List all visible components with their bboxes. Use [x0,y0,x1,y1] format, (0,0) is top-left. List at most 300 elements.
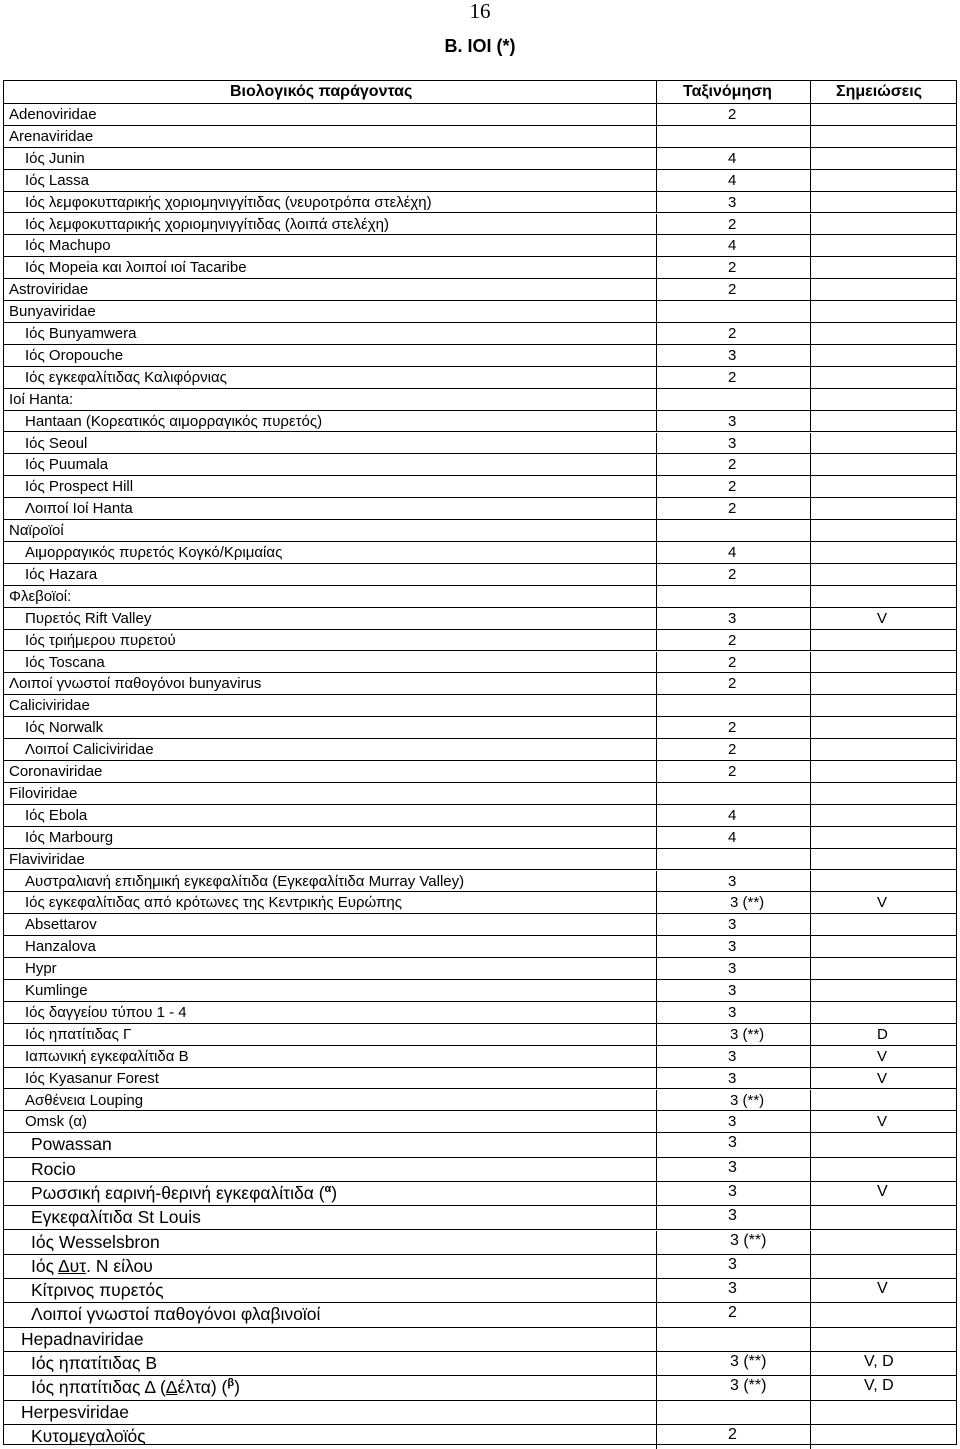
table-row [4,849,956,871]
table-row [4,1376,956,1400]
column-divider [810,214,811,235]
agent-name [31,1232,160,1253]
column-divider [656,739,657,760]
table-row [4,892,956,914]
notes-value: V [877,1113,888,1131]
table-row [4,476,956,498]
column-divider [810,892,811,913]
table-row [4,1279,956,1303]
classification-value: 3 [728,1158,737,1176]
agent-name [25,916,97,933]
agent-name-part: Hantaan (Κορεατικός αιμορραγικός πυρετός) [25,412,323,430]
agent-name [25,654,105,671]
agent-name-part: Ιός Oropouche [25,346,124,364]
column-divider [656,235,657,256]
agent-name-part: Ιός Mopeia και λοιποί ιοί Tacaribe [25,259,247,277]
column-divider [810,1158,811,1181]
classification-value: 3 [728,1207,737,1225]
classification-value: 3 [728,346,737,364]
classification-value: 3 (**) [730,1353,767,1370]
agent-name [25,719,103,736]
classification-value: 2 [728,719,737,737]
table-row [4,1158,956,1182]
column-divider [810,192,811,213]
column-divider [656,1206,657,1229]
classification-value: 2 [728,675,737,693]
classification-value: 3 [728,916,737,934]
column-divider [810,367,811,388]
classification-value: 4 [728,544,737,561]
column-divider [810,520,811,541]
column-divider [810,257,811,278]
column-divider [810,936,811,957]
agent-name-part: Hepadnaviridae [21,1328,144,1349]
table-row [4,1182,956,1206]
agent-name-part: Ιός Hazara [25,565,98,583]
column-divider [810,783,811,804]
column-divider [810,871,811,892]
column-divider [656,323,657,344]
column-divider [656,1002,657,1023]
column-divider [656,564,657,585]
agent-name [25,456,108,473]
column-divider [656,717,657,738]
agent-name [25,1113,87,1130]
agent-name [9,697,90,714]
classification-value: 4 [728,806,737,824]
classification-value: 2 [728,1425,737,1443]
column-divider [656,1158,657,1181]
column-divider [656,279,657,300]
classification-value: 4 [728,149,737,167]
column-divider [656,1090,657,1111]
column-divider [656,257,657,278]
agent-name [9,588,71,605]
column-divider [656,914,657,935]
agent-name-part: Ιός Puumala [25,456,109,474]
table-row [4,345,956,367]
column-divider [810,1279,811,1302]
agent-name-part: Ιός Norwalk [25,719,104,737]
table-row [4,126,956,148]
classification-value: 2 [728,456,737,474]
column-divider [656,498,657,519]
agent-name-part: Flaviviridae [9,850,85,868]
agent-name-part: Λοιποί γνωστοί παθογόνοι bunyavirus [9,675,262,693]
agent-name-part: Ιός λεμφοκυτταρικής χοριομηνιγγίτιδας (νευροτρόπα στελέχη) [25,193,432,211]
agent-name [25,807,87,824]
column-divider [656,542,657,563]
column-divider [656,520,657,541]
column-divider [656,761,657,782]
agent-name [9,763,102,780]
agent-name-part: ) [234,1377,240,1398]
column-divider [656,1255,657,1278]
column-divider [656,1133,657,1156]
table-row [4,586,956,608]
agent-name [25,413,322,430]
notes-value: V [877,894,888,912]
table-row [4,958,956,980]
column-divider [656,433,657,454]
agent-name [25,259,247,276]
column-divider [810,958,811,979]
column-divider [656,783,657,804]
agent-name-part: Ιός Wesselsbron [31,1231,160,1252]
table-row [4,1303,956,1327]
classification-value: 3 [728,1113,737,1131]
table-row [4,871,956,893]
agent-name-part: Absettarov [25,916,97,934]
agent-name [25,172,89,189]
notes-value: V [877,1182,888,1200]
agent-name-part: Πυρετός Rift Valley [25,609,152,627]
column-divider [656,1376,657,1399]
table-row [4,389,956,411]
column-divider [810,827,811,848]
column-divider [656,301,657,322]
table-row [4,301,956,323]
table-row [4,1111,956,1133]
agent-name-part: Ιός λεμφοκυτταρικής χοριομηνιγγίτιδας (λοιπά στελέχη) [25,215,389,233]
classification-value: 3 [728,938,737,956]
column-divider [656,1425,657,1449]
column-divider [810,1182,811,1205]
classification-value: 2 [728,215,737,233]
agent-name-part: Κίτρινος πυρετός [31,1280,164,1301]
agent-name-part: έλτα) ( [177,1377,228,1398]
agent-name [31,1256,153,1277]
agent-name [31,1183,337,1204]
agent-name-part: Ιός Kyasanur Forest [25,1069,159,1087]
column-divider [656,345,657,366]
column-divider [810,652,811,673]
agent-name-part: Ιός Toscana [25,653,105,671]
underlined-text: Δ [165,1377,178,1398]
agent-name-part: Λοιποί γνωστοί παθογόνοι φλαβινοϊοί [31,1304,321,1325]
classification-value: 3 [728,1255,737,1273]
classification-value: 2 [728,1304,737,1322]
classification-value: 2 [728,631,737,649]
column-divider [810,1231,811,1254]
agent-name-part: Ιός ηπατίτιδας Γ [25,1025,132,1043]
agent-name-part: Caliciviridae [9,697,90,715]
agent-name-part: Αυστραλιανή επιδημική εγκεφαλίτιδα (Εγκεφαλίτιδα Murray Valley) [25,872,465,890]
agent-name [9,128,93,145]
column-divider [810,170,811,191]
superscript-note: β [227,1377,235,1390]
column-divider [810,1352,811,1375]
table-row [4,214,956,236]
column-divider [656,389,657,410]
table-row [4,980,956,1002]
column-divider [656,958,657,979]
table-row [4,279,956,301]
column-divider [810,1376,811,1399]
column-divider [810,1090,811,1111]
column-divider [656,652,657,673]
table-row [4,1401,956,1425]
agent-name [25,1048,189,1065]
column-divider [656,1182,657,1205]
agent-name [31,1353,157,1374]
table-row [4,652,956,674]
column-divider [810,498,811,519]
table-row [4,1024,956,1046]
classification-value: 2 [728,368,737,386]
classification-value: 2 [728,565,737,583]
agent-name [31,1426,146,1447]
column-divider [810,673,811,694]
agent-name [25,544,282,561]
table-row [4,542,956,564]
column-divider [656,630,657,651]
notes-value: D [877,1025,888,1043]
agent-name-part: Filoviridae [9,784,78,802]
table-row [4,411,956,433]
table-row [4,914,956,936]
agent-name-part: Ιός [31,1255,58,1276]
agent-name-part: Omsk (α) [25,1113,87,1131]
agent-name-part: Κυτομεγαλοϊός [31,1425,146,1446]
classification-value: 3 [728,434,737,452]
agent-name-part: Ιός εγκεφαλίτιδας Καλιφόρνιας [25,368,227,386]
agent-name [21,1329,144,1350]
column-divider [810,608,811,629]
agent-name [25,347,123,364]
classification-value: 2 [728,500,737,518]
column-divider [656,1401,657,1424]
table-header-row [4,81,956,104]
classification-value: 3 [728,1003,737,1021]
agent-name [9,785,77,802]
column-divider [656,1046,657,1067]
agent-name-part: Εγκεφαλίτιδα St Louis [31,1207,201,1228]
column-divider [810,1206,811,1229]
agent-name [25,194,432,211]
classification-value: 2 [728,741,737,759]
table-row [4,257,956,279]
classification-value: 3 [728,193,737,211]
agent-name-part: Hypr [25,960,57,978]
agent-name [25,894,402,911]
column-divider [656,476,657,497]
agent-name [25,938,96,955]
column-divider [656,1279,657,1302]
column-divider [810,433,811,454]
agent-name [25,1026,131,1043]
column-divider [810,148,811,169]
agent-name [25,741,154,758]
agent-name [9,391,73,408]
classification-value: 2 [728,763,737,780]
classification-value: 4 [728,237,737,255]
classification-value: 3 (**) [730,1377,767,1395]
classification-value: 3 (**) [730,894,765,912]
notes-value: V [877,1047,888,1065]
underlined-text: Δυτ [57,1255,87,1276]
column-divider [656,892,657,913]
agent-name [31,1377,240,1398]
column-divider [656,81,657,103]
table-row [4,1352,956,1376]
agent-name-part: Ασθένεια Louping [25,1091,144,1109]
agent-name-part: Herpesviridae [21,1401,129,1422]
column-divider [656,1111,657,1132]
classification-value: 2 [728,106,737,123]
column-divider [810,81,811,103]
column-divider [810,1046,811,1067]
agent-name-part: Ιός εγκεφαλίτιδας από κρότωνες της Κεντρικής Ευρώπης [25,894,402,912]
agent-name [9,106,97,123]
classification-value: 3 [728,609,737,627]
classification-value: 2 [728,281,737,299]
column-divider [656,695,657,716]
column-divider [810,104,811,125]
table-row [4,695,956,717]
column-divider [810,586,811,607]
agent-name-part: Ιός δαγγείου τύπου 1 - 4 [25,1003,187,1021]
column-divider [656,1231,657,1254]
table-row [4,192,956,214]
agent-name [25,1004,187,1021]
agent-name-part: Ναϊροϊοί [9,522,64,540]
column-divider [656,936,657,957]
agent-name [31,1207,201,1228]
agent-name [25,435,87,452]
agent-name-part: Ιός ηπατίτιδας B [31,1353,157,1373]
table-row [4,498,956,520]
agent-name-part: Ιός Bunyamwera [25,325,137,342]
column-divider [656,980,657,1001]
header-agent: Βιολογικός παράγοντας [230,83,413,100]
column-divider [656,170,657,191]
table-row [4,1090,956,1112]
classification-value: 3 [728,1280,737,1298]
agent-name-part: Hanzalova [25,938,96,956]
column-divider [810,717,811,738]
column-divider [810,454,811,475]
table-row [4,630,956,652]
table-row [4,433,956,455]
column-divider [656,871,657,892]
agent-name [25,500,133,517]
agent-name [25,632,176,649]
column-divider [656,827,657,848]
column-divider [656,1328,657,1351]
agent-name [25,216,389,233]
column-divider [656,849,657,870]
table-row [4,805,956,827]
classification-value: 2 [728,259,737,277]
agent-name-part: Coronaviridae [9,763,103,780]
agent-name-part: Ιός Lassa [25,171,89,189]
agent-name-part: Ρωσσική εαρινή-θερινή εγκεφαλίτιδα ( [31,1182,325,1203]
column-divider [656,1024,657,1045]
column-divider [810,695,811,716]
column-divider [810,345,811,366]
agent-name-part: Φλεβοϊοί: [9,587,72,605]
notes-value: V [877,1069,888,1087]
classification-value: 3 (**) [730,1091,765,1109]
agent-name-part: Ιός Seoul [25,434,88,452]
classification-value: 2 [728,653,737,671]
agent-name [25,960,57,977]
agent-name [9,675,261,692]
column-divider [656,1303,657,1326]
column-divider [810,1255,811,1278]
table-row [4,323,956,345]
agent-name-part: Ιοί Hanta: [9,390,74,408]
section-title: Β. ΙΟΙ (*) [444,36,516,56]
column-divider [810,301,811,322]
column-divider [656,214,657,235]
column-divider [810,1303,811,1326]
agent-name [31,1280,164,1301]
classification-value: 3 [728,1182,737,1200]
column-divider [656,411,657,432]
agent-name [25,325,136,342]
header-classification: Ταξινόμηση [683,83,772,100]
column-divider [810,411,811,432]
table-row [4,608,956,630]
notes-value: V [877,609,888,627]
agent-name [25,829,113,846]
table-row [4,564,956,586]
column-divider [810,914,811,935]
agent-name-part: Ιός Marbourg [25,828,114,846]
agent-name [9,303,96,320]
table-row [4,739,956,761]
table-row [4,827,956,849]
agent-name-part: Λοιποί Caliciviridae [25,741,154,759]
superscript-note: α [324,1183,332,1196]
column-divider [810,805,811,826]
column-divider [810,542,811,563]
column-divider [656,1068,657,1089]
table-row [4,367,956,389]
agent-name [25,1070,159,1087]
table-row [4,783,956,805]
agent-name [31,1159,76,1180]
table-row [4,936,956,958]
table-row [4,148,956,170]
agent-name [25,478,133,495]
agent-name-part: Ιός Junin [25,149,85,167]
agent-name-part: . Ν είλου [86,1255,153,1276]
column-divider [810,1111,811,1132]
agent-name-part: Arenaviridae [9,127,94,145]
column-divider [810,761,811,782]
agent-name-part: Bunyaviridae [9,303,96,321]
classification-value: 3 (**) [730,1231,767,1249]
table-row [4,235,956,257]
table-row [4,104,956,126]
column-divider [656,586,657,607]
classification-value: 3 [728,960,737,978]
column-divider [656,148,657,169]
agent-name-part: Ιαπωνική εγκεφαλίτιδα B [25,1047,189,1065]
column-divider [810,1401,811,1424]
agent-name [25,610,151,627]
classification-value: 3 [728,1047,737,1065]
column-divider [656,673,657,694]
column-divider [810,1133,811,1156]
table-row [4,1068,956,1090]
agent-name [25,1092,143,1109]
agent-name-part: Ιός Prospect Hill [25,478,134,496]
agent-name-part: Kumlinge [25,982,88,999]
